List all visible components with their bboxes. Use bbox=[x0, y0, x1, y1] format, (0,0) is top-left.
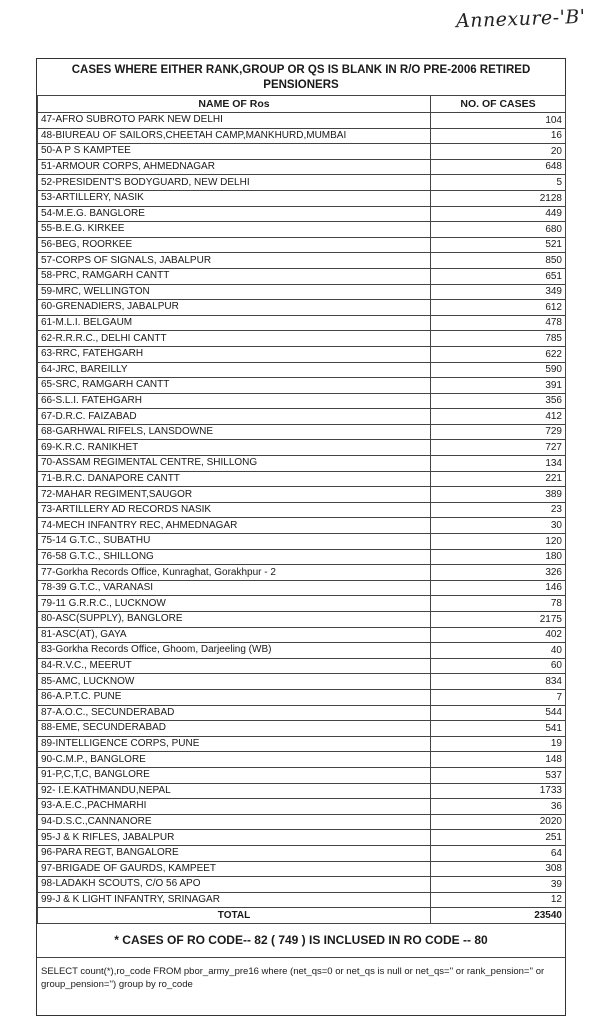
table-row bbox=[38, 752, 566, 768]
ro-name: 87-A.O.C., SECUNDERABAD bbox=[38, 705, 431, 721]
case-count: 64 bbox=[431, 845, 566, 861]
case-count: 622 bbox=[431, 346, 566, 362]
ro-name: 67-D.R.C. FAIZABAD bbox=[38, 409, 431, 425]
table-row bbox=[38, 580, 566, 596]
case-count: 680 bbox=[431, 222, 566, 238]
case-count: 2175 bbox=[431, 612, 566, 628]
table-row bbox=[38, 222, 566, 238]
ro-name: 70-ASSAM REGIMENTAL CENTRE, SHILLONG bbox=[38, 456, 431, 472]
ro-name: 75-14 G.T.C., SUBATHU bbox=[38, 534, 431, 550]
ro-name: 76-58 G.T.C., SHILLONG bbox=[38, 549, 431, 565]
case-count: 326 bbox=[431, 565, 566, 581]
ro-name: 52-PRESIDENT'S BODYGUARD, NEW DELHI bbox=[38, 175, 431, 191]
case-count: 36 bbox=[431, 799, 566, 815]
ro-name: 83-Gorkha Records Office, Ghoom, Darjeeling (WB) bbox=[38, 643, 431, 659]
table-row bbox=[38, 814, 566, 830]
table-row bbox=[38, 674, 566, 690]
ro-name: 73-ARTILLERY AD RECORDS NASIK bbox=[38, 502, 431, 518]
case-count: 729 bbox=[431, 424, 566, 440]
case-count: 2020 bbox=[431, 814, 566, 830]
case-count: 785 bbox=[431, 331, 566, 347]
table-row bbox=[38, 456, 566, 472]
table-row bbox=[38, 705, 566, 721]
ro-name: 59-MRC, WELLINGTON bbox=[38, 284, 431, 300]
case-count: 120 bbox=[431, 534, 566, 550]
ro-name: 80-ASC(SUPPLY), BANGLORE bbox=[38, 612, 431, 628]
table-row bbox=[38, 362, 566, 378]
ro-name: 85-AMC, LUCKNOW bbox=[38, 674, 431, 690]
table-row bbox=[38, 736, 566, 752]
table-row bbox=[38, 830, 566, 846]
table-row bbox=[38, 268, 566, 284]
ro-name: 60-GRENADIERS, JABALPUR bbox=[38, 300, 431, 316]
case-count: 349 bbox=[431, 284, 566, 300]
total-row bbox=[38, 908, 566, 924]
ro-name: 62-R.R.R.C., DELHI CANTT bbox=[38, 331, 431, 347]
case-count: 30 bbox=[431, 518, 566, 534]
ro-name: 65-SRC, RAMGARH CANTT bbox=[38, 378, 431, 394]
table-row bbox=[38, 877, 566, 893]
case-count: 541 bbox=[431, 721, 566, 737]
footnote: * CASES OF RO CODE-- 82 ( 749 ) IS INCLUSED IN RO CODE -- 80 bbox=[114, 933, 488, 947]
case-count: 648 bbox=[431, 159, 566, 175]
case-count: 221 bbox=[431, 471, 566, 487]
table-row bbox=[38, 113, 566, 129]
case-count: 60 bbox=[431, 658, 566, 674]
case-count: 146 bbox=[431, 580, 566, 596]
ro-name: 90-C.M.P., BANGLORE bbox=[38, 752, 431, 768]
table-row bbox=[38, 767, 566, 783]
ro-name: 97-BRIGADE OF GAURDS, KAMPEET bbox=[38, 861, 431, 877]
case-count: 78 bbox=[431, 596, 566, 612]
case-count: 251 bbox=[431, 830, 566, 846]
case-count: 40 bbox=[431, 643, 566, 659]
page-title: CASES WHERE EITHER RANK,GROUP OR QS IS BLANK IN R/O PRE-2006 RETIRED PENSIONERS bbox=[71, 64, 531, 91]
table-row bbox=[38, 612, 566, 628]
case-count: 402 bbox=[431, 627, 566, 643]
table-row bbox=[38, 534, 566, 550]
table-row bbox=[38, 300, 566, 316]
ro-name: 54-M.E.G. BANGLORE bbox=[38, 206, 431, 222]
ro-name: 68-GARHWAL RIFELS, LANSDOWNE bbox=[38, 424, 431, 440]
case-count: 478 bbox=[431, 315, 566, 331]
case-count: 23 bbox=[431, 502, 566, 518]
ro-name: 96-PARA REGT, BANGALORE bbox=[38, 845, 431, 861]
case-count: 12 bbox=[431, 892, 566, 908]
table-row bbox=[38, 284, 566, 300]
case-count: 850 bbox=[431, 253, 566, 269]
ro-name: 86-A.P.T.C. PUNE bbox=[38, 689, 431, 705]
ro-name: 61-M.L.I. BELGAUM bbox=[38, 315, 431, 331]
ro-name: 72-MAHAR REGIMENT,SAUGOR bbox=[38, 487, 431, 503]
case-count: 1733 bbox=[431, 783, 566, 799]
case-count: 651 bbox=[431, 268, 566, 284]
ro-name: 69-K.R.C. RANIKHET bbox=[38, 440, 431, 456]
case-count: 2128 bbox=[431, 190, 566, 206]
total-label: TOTAL bbox=[38, 908, 431, 924]
case-count: 16 bbox=[431, 128, 566, 144]
table-row bbox=[38, 565, 566, 581]
total-value: 23540 bbox=[431, 908, 566, 924]
divider bbox=[37, 957, 565, 958]
ro-name: 64-JRC, BAREILLY bbox=[38, 362, 431, 378]
table-row bbox=[38, 190, 566, 206]
table-row bbox=[38, 424, 566, 440]
ro-name: 53-ARTILLERY, NASIK bbox=[38, 190, 431, 206]
ro-name: 78-39 G.T.C., VARANASI bbox=[38, 580, 431, 596]
ro-name: 74-MECH INFANTRY REC, AHMEDNAGAR bbox=[38, 518, 431, 534]
case-count: 39 bbox=[431, 877, 566, 893]
table-row bbox=[38, 845, 566, 861]
table-row bbox=[38, 409, 566, 425]
header-count: NO. OF CASES bbox=[431, 96, 566, 113]
case-count: 412 bbox=[431, 409, 566, 425]
ro-name: 51-ARMOUR CORPS, AHMEDNAGAR bbox=[38, 159, 431, 175]
table-row bbox=[38, 253, 566, 269]
table-row bbox=[38, 331, 566, 347]
table-row bbox=[38, 471, 566, 487]
table-row bbox=[38, 658, 566, 674]
table-row bbox=[38, 393, 566, 409]
sql-query: SELECT count(*),ro_code FROM pbor_army_pre16 where (net_qs=0 or net_qs is null or net_qs='' or rank_pension='' or group_pension='') group by ro_code bbox=[41, 966, 545, 990]
ro-name: 99-J & K LIGHT INFANTRY, SRINAGAR bbox=[38, 892, 431, 908]
table-row bbox=[38, 237, 566, 253]
ro-name: 79-11 G.R.R.C., LUCKNOW bbox=[38, 596, 431, 612]
ro-name: 48-BIUREAU OF SAILORS,CHEETAH CAMP,MANKHURD,MUMBAI bbox=[38, 128, 431, 144]
case-count: 449 bbox=[431, 206, 566, 222]
case-count: 521 bbox=[431, 237, 566, 253]
table-row bbox=[38, 689, 566, 705]
ro-name: 71-B.R.C. DANAPORE CANTT bbox=[38, 471, 431, 487]
table-row bbox=[38, 315, 566, 331]
case-count: 544 bbox=[431, 705, 566, 721]
table-row bbox=[38, 861, 566, 877]
ro-name: 89-INTELLIGENCE CORPS, PUNE bbox=[38, 736, 431, 752]
header-name: NAME OF Ros bbox=[38, 96, 431, 113]
case-count: 5 bbox=[431, 175, 566, 191]
ro-name: 91-P,C,T,C, BANGLORE bbox=[38, 767, 431, 783]
case-count: 308 bbox=[431, 861, 566, 877]
table-row bbox=[38, 502, 566, 518]
case-count: 612 bbox=[431, 300, 566, 316]
case-count: 104 bbox=[431, 113, 566, 129]
table-row bbox=[38, 144, 566, 160]
ro-name: 57-CORPS OF SIGNALS, JABALPUR bbox=[38, 253, 431, 269]
table-row bbox=[38, 206, 566, 222]
case-count: 391 bbox=[431, 378, 566, 394]
case-count: 20 bbox=[431, 144, 566, 160]
table-row bbox=[38, 440, 566, 456]
table-row bbox=[38, 596, 566, 612]
ro-name: 93-A.E.C.,PACHMARHI bbox=[38, 799, 431, 815]
document-frame bbox=[36, 58, 566, 1016]
table-row bbox=[38, 643, 566, 659]
ro-name: 95-J & K RIFLES, JABALPUR bbox=[38, 830, 431, 846]
table-row bbox=[38, 518, 566, 534]
case-count: 180 bbox=[431, 549, 566, 565]
table-row bbox=[38, 799, 566, 815]
ro-name: 92- I.E.KATHMANDU,NEPAL bbox=[38, 783, 431, 799]
table-row bbox=[38, 175, 566, 191]
table-row bbox=[38, 128, 566, 144]
annexure-label: Annexure-'B' bbox=[455, 5, 586, 33]
table-row bbox=[38, 549, 566, 565]
case-count: 590 bbox=[431, 362, 566, 378]
ro-name: 98-LADAKH SCOUTS, C/O 56 APO bbox=[38, 877, 431, 893]
case-count: 389 bbox=[431, 487, 566, 503]
ro-name: 63-RRC, FATEHGARH bbox=[38, 346, 431, 362]
ro-name: 77-Gorkha Records Office, Kunraghat, Gorakhpur - 2 bbox=[38, 565, 431, 581]
table-row bbox=[38, 487, 566, 503]
table-header-row bbox=[38, 96, 566, 113]
ro-name: 55-B.E.G. KIRKEE bbox=[38, 222, 431, 238]
case-count: 356 bbox=[431, 393, 566, 409]
case-count: 537 bbox=[431, 767, 566, 783]
table-row bbox=[38, 721, 566, 737]
case-count: 148 bbox=[431, 752, 566, 768]
case-count: 7 bbox=[431, 689, 566, 705]
case-count: 134 bbox=[431, 456, 566, 472]
ro-name: 58-PRC, RAMGARH CANTT bbox=[38, 268, 431, 284]
ro-name: 50-A P S KAMPTEE bbox=[38, 144, 431, 160]
ro-name: 47-AFRO SUBROTO PARK NEW DELHI bbox=[38, 113, 431, 129]
cases-table bbox=[37, 95, 566, 924]
ro-name: 84-R.V.C., MEERUT bbox=[38, 658, 431, 674]
table-row bbox=[38, 378, 566, 394]
table-row bbox=[38, 783, 566, 799]
case-count: 727 bbox=[431, 440, 566, 456]
table-row bbox=[38, 346, 566, 362]
ro-name: 56-BEG, ROORKEE bbox=[38, 237, 431, 253]
ro-name: 94-D.S.C.,CANNANORE bbox=[38, 814, 431, 830]
ro-name: 81-ASC(AT), GAYA bbox=[38, 627, 431, 643]
table-row bbox=[38, 159, 566, 175]
case-count: 834 bbox=[431, 674, 566, 690]
ro-name: 66-S.L.I. FATEHGARH bbox=[38, 393, 431, 409]
ro-name: 88-EME, SECUNDERABAD bbox=[38, 721, 431, 737]
table-row bbox=[38, 627, 566, 643]
case-count: 19 bbox=[431, 736, 566, 752]
table-row bbox=[38, 892, 566, 908]
